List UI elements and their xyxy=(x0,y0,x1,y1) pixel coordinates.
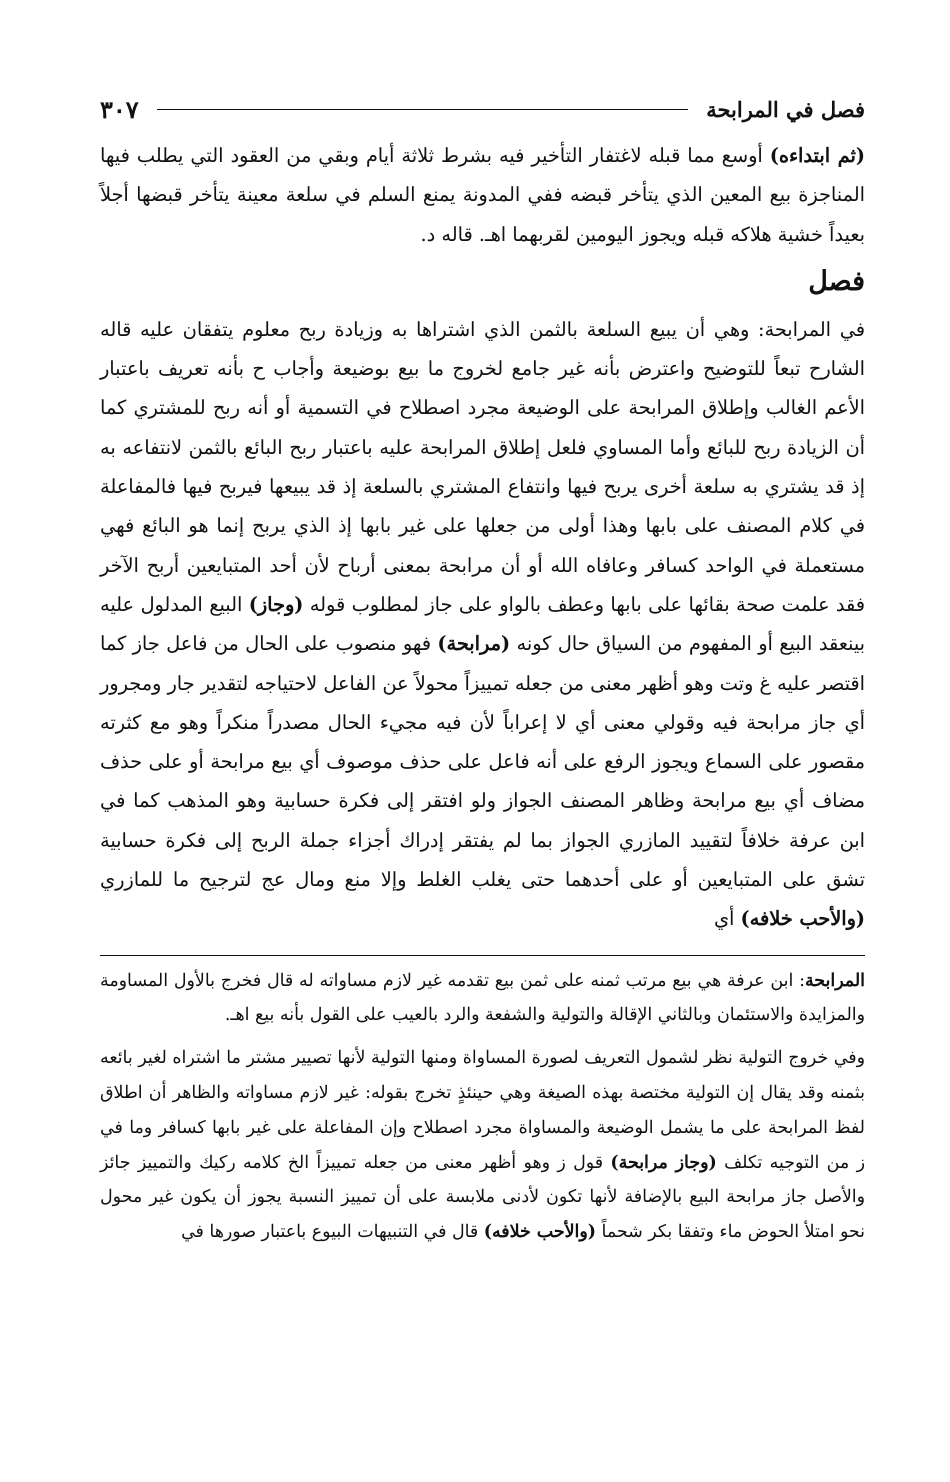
footnotes xyxy=(100,964,865,1250)
footnote-1-text: : ابن عرفة هي بيع مرتب ثمنه على ثمن بيع تقدمه غير لازم مساواته له قال فخرج بالأول المساومة والمزايدة والاستئمان وبالثاني الإقالة والتولية والشفعة والرد بالعيب على القول بأنه بيع اهـ. xyxy=(100,970,865,1026)
running-header xyxy=(100,92,865,126)
header-rule xyxy=(157,109,689,110)
footnote-2 xyxy=(100,1041,865,1250)
section-heading: فصل xyxy=(808,265,865,297)
footnote-1 xyxy=(100,964,865,1034)
body-text-1: في المرابحة: وهي أن يبيع السلعة بالثمن الذي اشتراها به وزيادة ربح معلوم يتفقان عليه قاله الشارح تبعاً للتوضيح واعترض بأنه غير جامع لخروج ما بيع بوضيعة وأجاب ح بأنه تعريف باعتبار الأعم الغالب وإطلاق المرابحة على الوضيعة مجرد اصطلاح في التسمية أو أنه ربح للمشتري كما أن الزيادة ربح للبائع وأما المساوي فلعل إطلاق المرابحة عليه باعتبار ربح البائع بالثمن لانتفاعه به إذ قد يشتري به سلعة أخرى يربح فيها وانتفاع المشتري بالسلعة إذ قد يبيعها فيربح فيها فالمفاعلة في كلام المصنف على بابها وهذا أولى من جعلها على غير بابها إذ الذي يربح إنما هو البائع فهي مستعملة في الواحد كسافر وعافاه الله أو أن مرابحة بمعنى أرباح لأن أحد المتبايعين أربح الآخر فقد علمت صحة بقائها على بابها وعطف بالواو على جاز لمطلوب قوله xyxy=(100,317,866,616)
footnote-2-keyword-1: (وجاز مرابحة) xyxy=(610,1152,717,1173)
footnote-1-term: المرابحة xyxy=(804,970,865,991)
body-paragraph xyxy=(100,310,865,939)
footnote-2-keyword-2: (والأحب خلافه) xyxy=(483,1222,596,1243)
intro-term: (ثم ابتداءه) xyxy=(769,144,865,167)
chapter-title: فصل في المرابحة xyxy=(706,96,865,122)
footnote-divider xyxy=(100,955,865,956)
body-keyword-2: (مرابحة) xyxy=(437,632,511,656)
body-keyword-3: (والأحب خلافه) xyxy=(740,907,865,931)
body-text-3: فهو منصوب على الحال من فاعل جاز كما اقتصر عليه غ وتت وهو أظهر معنى من جعله تمييزاً محولاً عن الفاعل لاحتياجه لتقدير جار ومجرور أي جاز مرابحة فيه وقولي معنى أي لا إعراباً لأن فيه مجيء الحال مصدراً منكراً وهو مع كثرته مقصور على السماع ويجوز الرفع على أنه فاعل على حذف موصوف أي بيع مرابحة أو على حذف مضاف أي بيع مرابحة وظاهر المصنف الجواز ولو افتقر إلى فكرة حسابية وهو المذهب كما في ابن عرفة خلافاً لتقييد المازري الجواز بما لم يفتقر إدراك أجزاء جملة الربح إلى فكرة حسابية تشق على المتبايعين أو على أحدهما حتى يغلب الغلط وإلا منع ومال عج لترجيح ما للمازري xyxy=(100,632,865,892)
intro-text: أوسع مما قبله لاغتفار التأخير فيه بشرط ثلاثة أيام وبقي من العقود التي يطلب فيها المناجزة بيع المعين الذي يتأخر قبضه ففي المدونة يمنع السلم في سلعة معينة يتأخر قبضها أجلاً بعيداً خشية هلاكه قبله ويجوز اليومين لقربهما اهـ. قاله د. xyxy=(100,144,865,246)
footnote-2-text-2: قول ز وهو أظهر معنى من جعله تمييزاً الخ كلامه ركيك والتمييز جائز والأصل جاز مرابحة البيع بالإضافة لأنها تكون لأدنى ملابسة على أن تمييز النسبة يجوز أن يكون غير محول نحو امتلأ الحوض ماء وتفقا بكر شحماً xyxy=(100,1152,865,1243)
body-text-4: أي xyxy=(713,907,741,931)
page-number: ٣٠٧ xyxy=(100,94,139,124)
intro-paragraph xyxy=(100,136,865,254)
body-keyword-1: (وجاز) xyxy=(248,592,304,616)
footnote-2-text-3: قال في التنبيهات البيوع باعتبار صورها في xyxy=(181,1222,484,1243)
book-page xyxy=(100,92,865,1432)
footnote-2-text-1: وفي خروج التولية نظر لشمول التعريف لصورة المساواة ومنها التولية لأنها تصيير مشتر ما اشتراه لغير بائعه بثمنه وقد يقال إن التولية مختصة بهذه الصيغة وهي حينئذٍ تخرج بقوله: غير لازم مساواته والظاهر أن اطلاق لفظ المرابحة على ما يشمل الوضيعة والمساواة مجرد اصطلاح وإن المفاعلة على غير بابها كسافر وما في ز من التوجيه تكلف xyxy=(100,1048,865,1173)
body-text-2: البيع المدلول عليه بينعقد البيع أو المفهوم من السياق حال كونه xyxy=(100,592,866,656)
main-text xyxy=(100,136,865,939)
